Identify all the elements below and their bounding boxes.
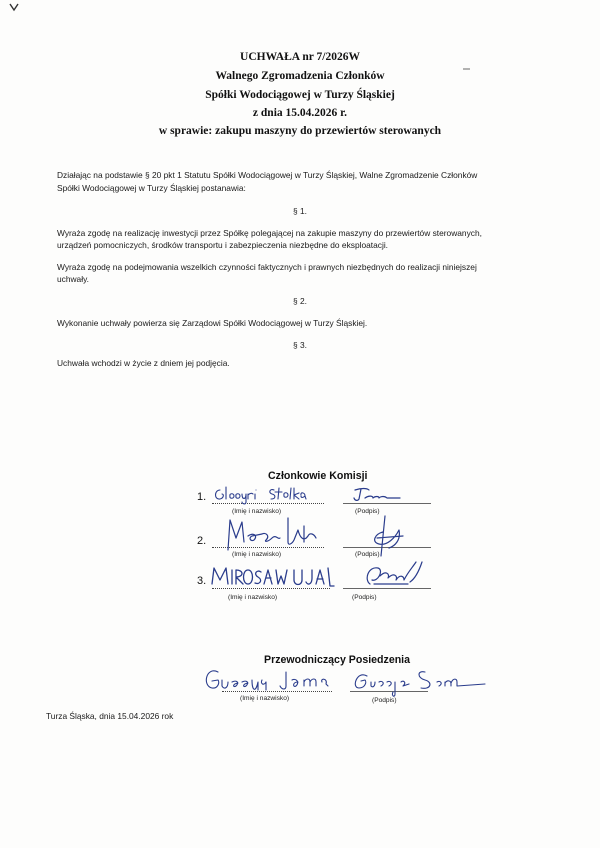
- member-1-signature: [345, 484, 430, 504]
- intro-line-2: Spółki Wodociągowej w Turzy Śląskiej postanawia:: [57, 183, 246, 193]
- intro-line-1: Działając na podstawie § 20 pkt 1 Statutu Spółki Wodociągowej w Turzy Śląskiej, Walne Zgromadzenie Członków: [57, 170, 478, 180]
- member-2-signature: [355, 512, 415, 560]
- section-3-heading: § 3.: [293, 340, 307, 350]
- chairman-title: Przewodniczący Posiedzenia: [264, 654, 411, 666]
- section-2-text: Wykonanie uchwały powierza się Zarządowi Spółki Wodociągowej w Turzy Śląskiej.: [57, 318, 368, 328]
- member-1-name-caption: (Imię i nazwisko): [232, 508, 282, 515]
- section-1-heading: § 1.: [293, 206, 307, 216]
- member-2-number: 2.: [197, 535, 207, 547]
- chairman-name-caption: (Imię i nazwisko): [240, 695, 290, 702]
- member-1-number: 1.: [197, 491, 207, 503]
- member-3-name-caption: (Imię i nazwisko): [228, 594, 278, 601]
- section-3-text: Uchwała wchodzi w życie z dniem jej podjęcia.: [57, 358, 230, 368]
- company-name: Spółki Wodociągowej w Turzy Śląskiej: [205, 89, 395, 101]
- section-1-para-1-line-2: urządzeń pomocniczych, środków transportu i zabezpieczenia niezbędne do eksploatacji.: [57, 240, 389, 250]
- member-1-handwritten-name: [212, 484, 324, 504]
- section-1-para-2-line-2: uchwały.: [57, 274, 89, 284]
- member-2-sign-caption: (Podpis): [355, 551, 380, 558]
- member-3-number: 3.: [197, 575, 207, 587]
- chairman-signature: [345, 664, 495, 700]
- section-1-para-1-line-1: Wyraża zgodę na realizację inwestycji przez Spółkę polegającej na zakupie maszyny do przewiertów sterowanych,: [57, 228, 482, 238]
- chairman-handwritten-name: [200, 664, 340, 694]
- place-and-date: Turza Śląska, dnia 15.04.2026 rok: [46, 711, 174, 721]
- assembly-name: Walnego Zgromadzenia Członków: [215, 70, 385, 82]
- resolution-date: z dnia 15.04.2026 r.: [252, 107, 348, 119]
- section-1-para-2-line-1: Wyraża zgodę na podejmowania wszelkich czynności faktycznych i prawnych niezbędnych do realizacji niniejszej: [57, 262, 477, 272]
- resolution-number: UCHWAŁA nr 7/2026W: [240, 51, 360, 63]
- scan-mark-top-left: [8, 2, 22, 16]
- member-1-sign-caption: (Podpis): [355, 508, 380, 515]
- resolution-subject: w sprawie: zakupu maszyny do przewiertów sterowanych: [158, 125, 442, 137]
- member-3-sign-caption: (Podpis): [352, 594, 377, 601]
- member-3-handwritten-name: [210, 562, 336, 590]
- member-3-signature: [360, 556, 430, 592]
- committee-title: Członkowie Komisji: [268, 470, 368, 482]
- member-2-handwritten-name: [218, 514, 322, 556]
- chairman-sign-caption: (Podpis): [372, 697, 397, 704]
- member-2-name-caption: (Imię i nazwisko): [232, 551, 282, 558]
- section-2-heading: § 2.: [293, 296, 307, 306]
